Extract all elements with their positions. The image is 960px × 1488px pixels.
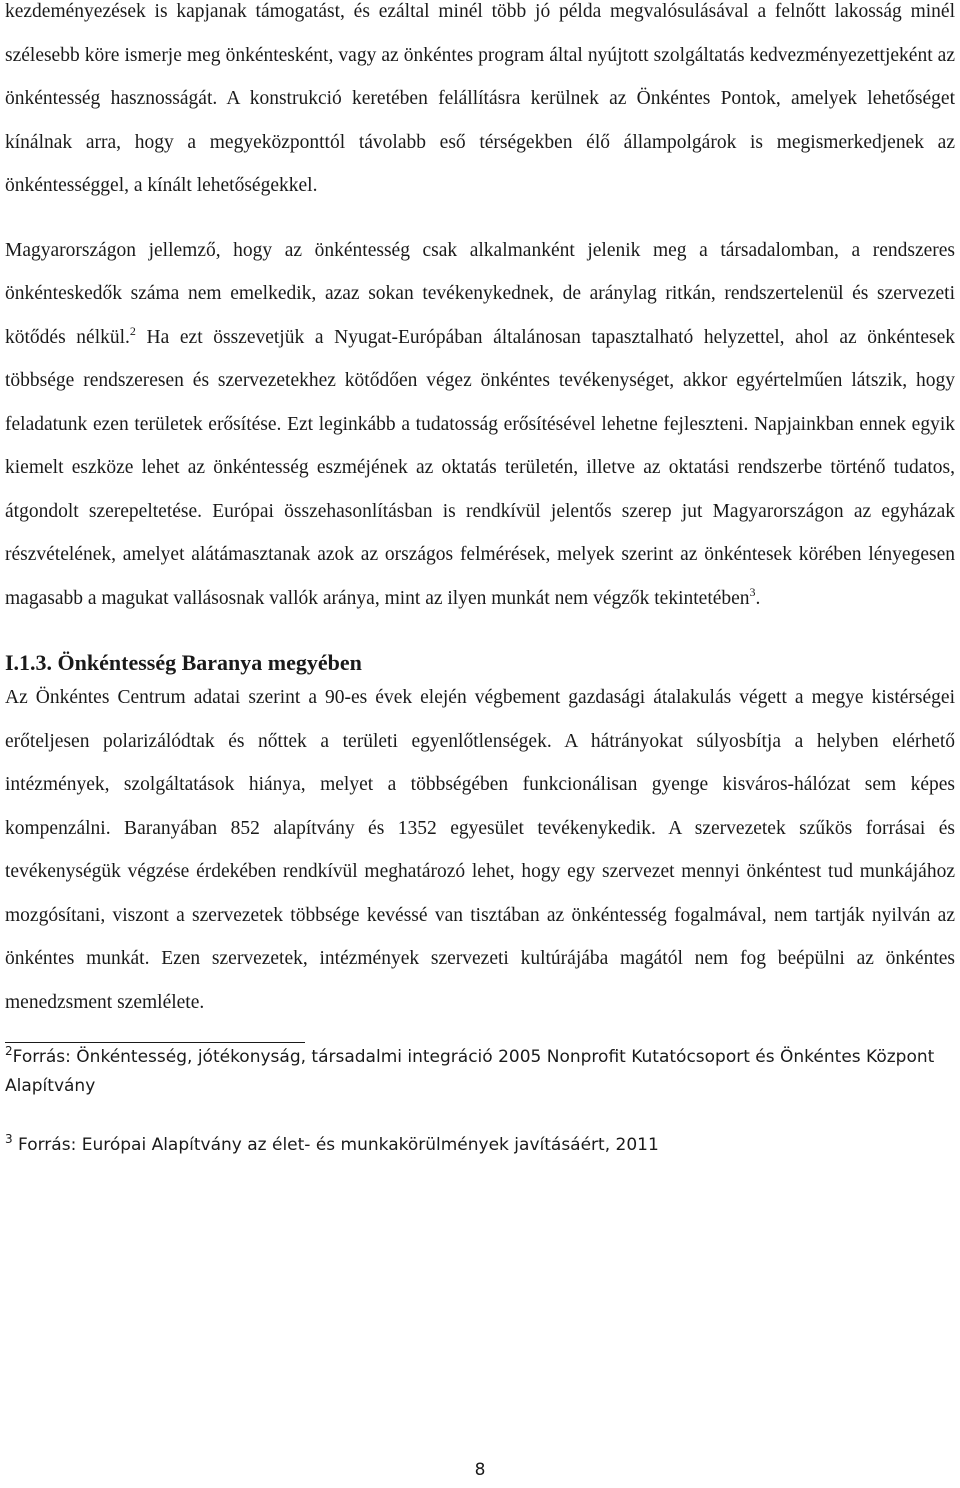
footnotes [5, 1043, 955, 1160]
section-paragraph: Az Önkéntes Centrum adatai szerint a 90-es évek elején végbement gazdasági átalakulás végett a megye kistérségei erőteljesen polarizálódtak és nőttek a területi egyenlőtlenségek. A hátrányokat súlyosbítja a helyben elérhető intézmények, szolgáltatások hiánya, melyet a többségében funkcionálisan gyenge kisváros-hálózat sem képes kompenzálni. Baranyában 852 alapítvány és 1352 egyesület tevékenykedik. A szervezetek szűkös forrásai és tevékenységük végzése érdekében rendkívül meghatározó lehet, hogy egy szervezet mennyi önkéntest tud munkájához mozgósítani, viszont a szervezetek többsége kevéssé van tisztában az önkéntesség fogalmával, nem tartják nyilván az önkéntes munkát. Ezen szervezetek, intézmények szervezeti kultúrájába magától nem fog beépülni az önkéntes menedzsment szemlélete. [5, 687, 955, 1013]
body-paragraph: kezdeményezések is kapjanak támogatást, és ezáltal minél több jó példa megvalósulásával a felnőtt lakosság minél szélesebb köre ismerje meg önkéntesként, vagy az önkéntes program által nyújtott szolgáltatás kedvezményezettjeként az önkéntesség hasznosságát. A konstrukció keretében felállításra kerülnek az Önkéntes Pontok, amelyek lehetőséget kínálnak arra, hogy a megyeközponttól távolabb eső térségekben élő állampolgárok is megismerkedjenek az önkéntességgel, a kínált lehetőségekkel. [5, 1, 955, 196]
paragraph-text: Magyarországon jellemző, hogy az önkéntesség csak alkalmanként jelenik meg a társadalomban, a rendszeres önkénteskedők száma nem emelkedik, azaz sokan tevékenykednek, de aránylag ritkán, rendszertelenül és szervezeti kötődés nélkül. [5, 239, 955, 348]
footnote [5, 1131, 955, 1160]
footnote-marker: 3 [5, 1132, 13, 1146]
paragraph-text: . [755, 587, 761, 609]
footnote-reference[interactable]: 3 [749, 584, 756, 599]
footnote-marker: 2 [5, 1044, 13, 1058]
section-heading: I.1.3. Önkéntesség Baranya megyében [5, 650, 362, 675]
footnote-reference[interactable]: 2 [129, 323, 136, 338]
page-number: 8 [474, 1460, 486, 1480]
document-page [5, 0, 955, 1160]
footnote-text: Forrás: Európai Alapítvány az élet- és munkakörülmények javításáért, 2011 [12, 1135, 659, 1155]
body-paragraph [5, 229, 955, 621]
footnote [5, 1043, 955, 1101]
footnote-text: Forrás: Önkéntesség, jótékonyság, társadalmi integráció 2005 Nonprofit Kutatócsoport és Önkéntes Központ Alapítvány [5, 1047, 935, 1096]
paragraph-text: Ha ezt összevetjük a Nyugat-Európában általánosan tapasztalható helyzettel, ahol az önkéntesek többsége rendszeresen és szervezetekhez kötődően végez önkéntes tevékenységet, akkor egyértelműen látszik, hogy feladatunk ezen területek erősítése. Ezt leginkább a tudatosság erősítésével lehetne fejleszteni. Napjainkban ennek egyik kiemelt eszköze lehet az önkéntesség eszméjének az oktatás területén, illetve az oktatási rendszerbe történő tudatos, átgondolt szerepeltetése. Európai összehasonlításban is rendkívül jelentős szerep jut Magyarországon az egyházak részvételének, amelyet alátámasztanak azok az országos felmérések, melyek szerint az önkéntesek körében lényegesen magasabb a magukat vallásosnak vallók aránya, mint az ilyen munkát nem végzők tekintetében [5, 326, 955, 609]
